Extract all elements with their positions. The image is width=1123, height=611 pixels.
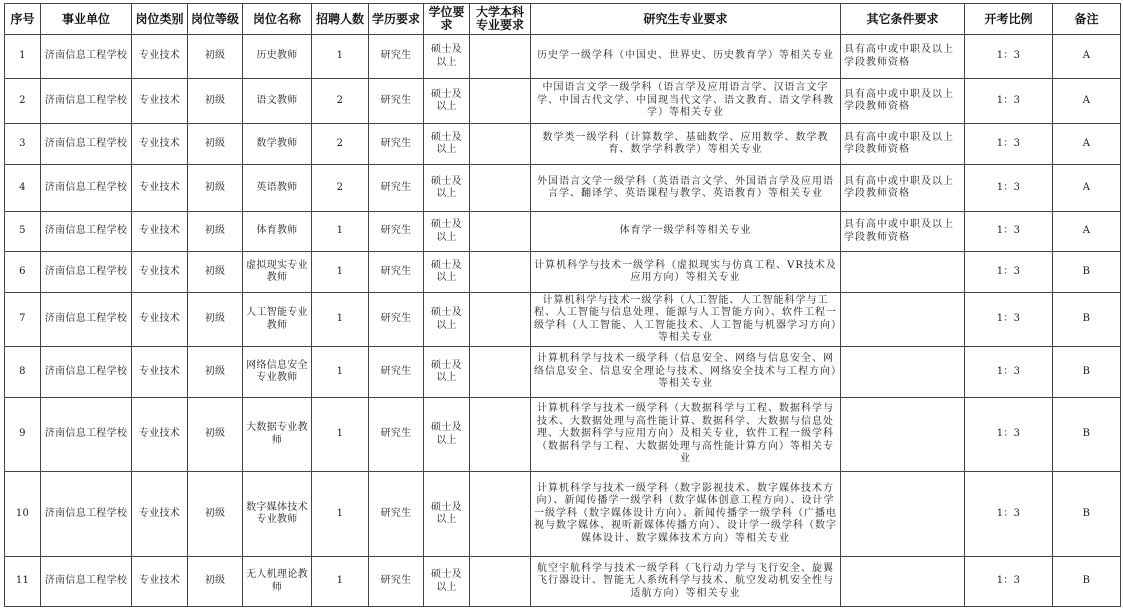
cell-undergrad <box>470 347 531 398</box>
cell-note: A <box>1053 212 1121 252</box>
cell-other <box>841 293 965 347</box>
cell-other: 具有高中或中职及以上学段教师资格 <box>841 165 965 212</box>
cell-other: 具有高中或中职及以上学段教师资格 <box>841 212 965 252</box>
cell-ratio: 1：3 <box>965 557 1053 607</box>
cell-category: 专业技术 <box>132 252 188 293</box>
table-row <box>5 557 1121 607</box>
cell-undergrad <box>470 212 531 252</box>
cell-undergrad <box>470 252 531 293</box>
cell-no: 6 <box>5 252 41 293</box>
cell-level: 初级 <box>188 124 243 165</box>
cell-count: 2 <box>312 124 369 165</box>
cell-other <box>841 252 965 293</box>
cell-education: 研究生 <box>369 557 424 607</box>
cell-count: 1 <box>312 252 369 293</box>
cell-ratio: 1：3 <box>965 347 1053 398</box>
table-row <box>5 35 1121 79</box>
cell-count: 1 <box>312 398 369 472</box>
cell-unit: 济南信息工程学校 <box>41 79 132 124</box>
cell-count: 1 <box>312 347 369 398</box>
header-count: 招聘人数 <box>312 4 369 35</box>
table-row <box>5 212 1121 252</box>
header-category: 岗位类别 <box>132 4 188 35</box>
cell-level: 初级 <box>188 347 243 398</box>
cell-count: 1 <box>312 35 369 79</box>
cell-unit: 济南信息工程学校 <box>41 124 132 165</box>
table-row <box>5 252 1121 293</box>
cell-level: 初级 <box>188 252 243 293</box>
cell-unit: 济南信息工程学校 <box>41 472 132 557</box>
cell-category: 专业技术 <box>132 124 188 165</box>
cell-degree: 硕士及以上 <box>424 79 470 124</box>
cell-grad-major: 航空宇航科学与技术一级学科（飞行动力学与飞行安全、旋翼飞行器设计、智能无人系统科学与技术、航空发动机安全性与适航方向）等相关专业 <box>531 557 841 607</box>
cell-position: 人工智能专业教师 <box>243 293 312 347</box>
cell-undergrad <box>470 165 531 212</box>
cell-undergrad <box>470 35 531 79</box>
cell-undergrad <box>470 398 531 472</box>
header-position: 岗位名称 <box>243 4 312 35</box>
cell-level: 初级 <box>188 79 243 124</box>
cell-note: B <box>1053 472 1121 557</box>
cell-category: 专业技术 <box>132 293 188 347</box>
cell-count: 2 <box>312 165 369 212</box>
cell-no: 2 <box>5 79 41 124</box>
cell-position: 数学教师 <box>243 124 312 165</box>
cell-other: 具有高中或中职及以上学段教师资格 <box>841 79 965 124</box>
cell-degree: 硕士及以上 <box>424 472 470 557</box>
table-row <box>5 293 1121 347</box>
cell-other <box>841 398 965 472</box>
cell-education: 研究生 <box>369 472 424 557</box>
table-row <box>5 165 1121 212</box>
cell-category: 专业技术 <box>132 398 188 472</box>
cell-note: B <box>1053 557 1121 607</box>
cell-level: 初级 <box>188 398 243 472</box>
cell-undergrad <box>470 557 531 607</box>
cell-no: 9 <box>5 398 41 472</box>
cell-degree: 硕士及以上 <box>424 252 470 293</box>
recruitment-table <box>4 3 1121 607</box>
cell-ratio: 1：3 <box>965 293 1053 347</box>
cell-unit: 济南信息工程学校 <box>41 212 132 252</box>
header-level: 岗位等级 <box>188 4 243 35</box>
cell-unit: 济南信息工程学校 <box>41 398 132 472</box>
cell-note: A <box>1053 124 1121 165</box>
cell-no: 4 <box>5 165 41 212</box>
cell-position: 历史教师 <box>243 35 312 79</box>
cell-other <box>841 472 965 557</box>
cell-unit: 济南信息工程学校 <box>41 35 132 79</box>
cell-unit: 济南信息工程学校 <box>41 165 132 212</box>
cell-no: 5 <box>5 212 41 252</box>
cell-no: 1 <box>5 35 41 79</box>
cell-no: 11 <box>5 557 41 607</box>
header-note: 备注 <box>1053 4 1121 35</box>
cell-position: 语文教师 <box>243 79 312 124</box>
header-undergrad: 大学本科专业要求 <box>470 4 531 35</box>
cell-education: 研究生 <box>369 293 424 347</box>
cell-category: 专业技术 <box>132 79 188 124</box>
cell-unit: 济南信息工程学校 <box>41 557 132 607</box>
cell-degree: 硕士及以上 <box>424 347 470 398</box>
cell-category: 专业技术 <box>132 35 188 79</box>
cell-grad-major: 数学类一级学科（计算数学、基础数学、应用数学、数学教育、数学学科教学）等相关专业 <box>531 124 841 165</box>
cell-education: 研究生 <box>369 35 424 79</box>
cell-education: 研究生 <box>369 212 424 252</box>
cell-degree: 硕士及以上 <box>424 165 470 212</box>
cell-education: 研究生 <box>369 79 424 124</box>
cell-category: 专业技术 <box>132 347 188 398</box>
cell-unit: 济南信息工程学校 <box>41 293 132 347</box>
cell-ratio: 1：3 <box>965 212 1053 252</box>
table-row <box>5 124 1121 165</box>
cell-other <box>841 347 965 398</box>
cell-count: 1 <box>312 212 369 252</box>
cell-category: 专业技术 <box>132 557 188 607</box>
cell-undergrad <box>470 124 531 165</box>
cell-level: 初级 <box>188 165 243 212</box>
header-row <box>5 4 1121 35</box>
cell-position: 虚拟现实专业教师 <box>243 252 312 293</box>
cell-no: 7 <box>5 293 41 347</box>
cell-position: 无人机理论教师 <box>243 557 312 607</box>
cell-count: 1 <box>312 472 369 557</box>
cell-other: 具有高中或中职及以上学段教师资格 <box>841 124 965 165</box>
cell-position: 英语教师 <box>243 165 312 212</box>
cell-undergrad <box>470 472 531 557</box>
cell-position: 网络信息安全专业教师 <box>243 347 312 398</box>
cell-degree: 硕士及以上 <box>424 35 470 79</box>
cell-note: A <box>1053 165 1121 212</box>
cell-count: 1 <box>312 293 369 347</box>
cell-unit: 济南信息工程学校 <box>41 347 132 398</box>
cell-note: B <box>1053 398 1121 472</box>
cell-note: B <box>1053 293 1121 347</box>
header-ratio: 开考比例 <box>965 4 1053 35</box>
cell-ratio: 1：3 <box>965 124 1053 165</box>
cell-grad-major: 计算机科学与技术一级学科（大数据科学与工程、数据科学与技术、大数据处理与高性能计算、数据科学、大数据与信息处理、大数据科学与应用方向）及相关专业，软件工程一级学科（数据科学与工程、大数据处理与高性能计算方向）等相关专业 <box>531 398 841 472</box>
cell-note: B <box>1053 252 1121 293</box>
cell-grad-major: 计算机科学与技术一级学科（虚拟现实与仿真工程、VR技术及应用方向）等相关专业 <box>531 252 841 293</box>
cell-education: 研究生 <box>369 252 424 293</box>
cell-undergrad <box>470 79 531 124</box>
cell-level: 初级 <box>188 557 243 607</box>
header-unit: 事业单位 <box>41 4 132 35</box>
cell-grad-major: 中国语言文学一级学科（语言学及应用语言学、汉语言文字学、中国古代文学、中国现当代文学、语文教育、语文学科教学）等相关专业 <box>531 79 841 124</box>
cell-degree: 硕士及以上 <box>424 293 470 347</box>
cell-level: 初级 <box>188 35 243 79</box>
cell-other <box>841 557 965 607</box>
cell-grad-major: 计算机科学与技术一级学科（人工智能、人工智能科学与工程、人工智能与信息处理、能源与人工智能方向）、软件工程一级学科（人工智能、人工智能技术、人工智能与机器学习方向）等相关专业 <box>531 293 841 347</box>
header-degree: 学位要求 <box>424 4 470 35</box>
header-education: 学历要求 <box>369 4 424 35</box>
cell-grad-major: 计算机科学与技术一级学科（数字影视技术、数字媒体技术方向）、新闻传播学一级学科（数字媒体创意工程方向）、设计学一级学科（数字媒体设计方向）、新闻传播学一级学科（广播电视与数字媒体、视听新媒体传播方向）、设计学一级学科（数字媒体设计、数字媒体技术方向）等相关专业 <box>531 472 841 557</box>
cell-level: 初级 <box>188 293 243 347</box>
cell-degree: 硕士及以上 <box>424 398 470 472</box>
cell-grad-major: 外国语言文学一级学科（英语语言文学、外国语言学及应用语言学、翻译学、英语课程与教学、英语教育）等相关专业 <box>531 165 841 212</box>
cell-note: A <box>1053 79 1121 124</box>
header-no: 序号 <box>5 4 41 35</box>
cell-no: 8 <box>5 347 41 398</box>
cell-ratio: 1：3 <box>965 472 1053 557</box>
cell-degree: 硕士及以上 <box>424 212 470 252</box>
cell-position: 大数据专业教师 <box>243 398 312 472</box>
cell-note: A <box>1053 35 1121 79</box>
header-grad-major: 研究生专业要求 <box>531 4 841 35</box>
cell-ratio: 1：3 <box>965 165 1053 212</box>
cell-category: 专业技术 <box>132 165 188 212</box>
cell-no: 3 <box>5 124 41 165</box>
cell-level: 初级 <box>188 472 243 557</box>
cell-category: 专业技术 <box>132 472 188 557</box>
cell-ratio: 1：3 <box>965 35 1053 79</box>
cell-level: 初级 <box>188 212 243 252</box>
cell-count: 2 <box>312 79 369 124</box>
cell-ratio: 1：3 <box>965 79 1053 124</box>
cell-education: 研究生 <box>369 347 424 398</box>
cell-education: 研究生 <box>369 398 424 472</box>
cell-position: 体育教师 <box>243 212 312 252</box>
cell-no: 10 <box>5 472 41 557</box>
cell-degree: 硕士及以上 <box>424 557 470 607</box>
cell-degree: 硕士及以上 <box>424 124 470 165</box>
cell-education: 研究生 <box>369 124 424 165</box>
cell-ratio: 1：3 <box>965 398 1053 472</box>
cell-undergrad <box>470 293 531 347</box>
table-row <box>5 79 1121 124</box>
cell-other: 具有高中或中职及以上学段教师资格 <box>841 35 965 79</box>
cell-unit: 济南信息工程学校 <box>41 252 132 293</box>
cell-grad-major: 计算机科学与技术一级学科（信息安全、网络与信息安全、网络信息安全、信息安全理论与技术、网络安全技术与工程方向）等相关专业 <box>531 347 841 398</box>
cell-education: 研究生 <box>369 165 424 212</box>
header-other: 其它条件要求 <box>841 4 965 35</box>
cell-category: 专业技术 <box>132 212 188 252</box>
cell-grad-major: 历史学一级学科（中国史、世界史、历史教育学）等相关专业 <box>531 35 841 79</box>
table-row <box>5 472 1121 557</box>
cell-position: 数字媒体技术专业教师 <box>243 472 312 557</box>
cell-note: B <box>1053 347 1121 398</box>
table-row <box>5 347 1121 398</box>
cell-count: 1 <box>312 557 369 607</box>
table-row <box>5 398 1121 472</box>
cell-ratio: 1：3 <box>965 252 1053 293</box>
cell-grad-major: 体育学一级学科等相关专业 <box>531 212 841 252</box>
